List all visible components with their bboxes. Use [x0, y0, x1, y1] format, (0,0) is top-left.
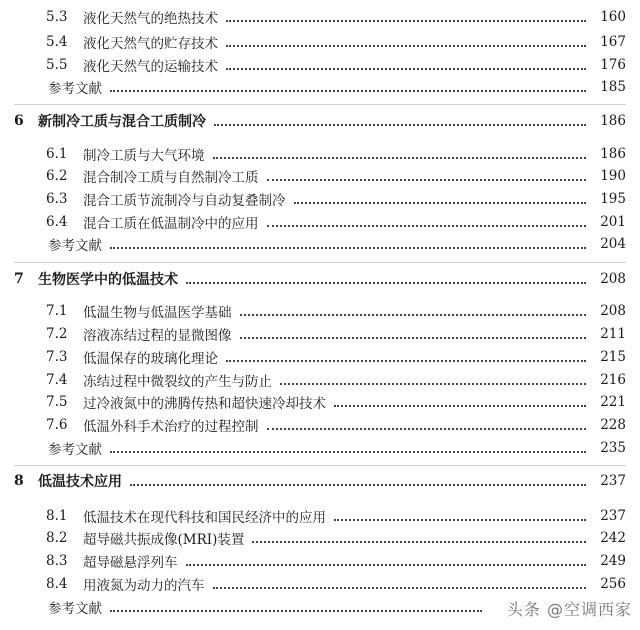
chapter-title: 生物医学中的低温技术 [38, 272, 178, 288]
section-number: 7.4 [46, 372, 68, 388]
section-number: 6.3 [46, 191, 68, 207]
section-number: 7.1 [46, 303, 68, 319]
dot-leader [186, 564, 587, 566]
section-title: 液化天然气的绝热技术 [83, 11, 218, 27]
toc-entry [46, 323, 626, 345]
section-number: 6.4 [46, 214, 68, 230]
page-number: 237 [600, 473, 626, 489]
section-title: 低温生物与低温医学基础 [83, 305, 232, 321]
chapter-number: 7 [14, 271, 24, 287]
chapter-title: 低温技术应用 [38, 474, 122, 490]
toc-entry [46, 573, 626, 595]
chapter-number: 6 [14, 113, 24, 129]
toc-references [48, 437, 626, 459]
page-number: 167 [600, 34, 626, 50]
section-number: 7.2 [46, 326, 68, 342]
divider [14, 262, 626, 263]
dot-leader [110, 247, 586, 249]
toc-entry [46, 188, 626, 210]
page-number: 235 [600, 440, 626, 456]
toc-entry [46, 505, 626, 527]
toc-references [48, 596, 490, 618]
section-title: 过冷液氮中的沸腾传热和超快速冷却技术 [83, 396, 326, 412]
toc-entry [46, 143, 626, 165]
toc-entry [46, 6, 626, 28]
chapter-heading [14, 470, 626, 492]
page-number: 160 [600, 9, 626, 25]
section-number: 8.2 [46, 530, 68, 546]
page-number: 208 [600, 303, 626, 319]
toc-entry [46, 391, 626, 413]
dot-leader [280, 383, 586, 385]
page-number: 176 [600, 57, 626, 73]
dot-leader [334, 405, 586, 407]
section-number: 6.1 [46, 146, 68, 162]
page-number: 195 [600, 191, 626, 207]
dot-leader [267, 179, 587, 181]
chapter-number: 8 [14, 473, 24, 489]
dot-leader [110, 610, 482, 612]
chapter-heading [14, 110, 626, 132]
section-number: 5.4 [46, 34, 68, 50]
dot-leader [110, 90, 586, 92]
page-number: 190 [600, 168, 626, 184]
dot-leader [186, 282, 586, 284]
toc-references [48, 233, 626, 255]
chapter-heading [14, 268, 626, 290]
section-title: 超导磁共振成像(MRI)装置 [83, 532, 245, 548]
dot-leader [226, 68, 586, 70]
dot-leader [130, 484, 586, 486]
section-title: 混合工质节流制冷与自动复叠制冷 [83, 193, 286, 209]
dot-leader [294, 202, 587, 204]
page-number: 211 [600, 326, 626, 342]
section-title: 制冷工质与大气环境 [83, 148, 205, 164]
section-number: 8.1 [46, 508, 68, 524]
divider [14, 465, 626, 466]
dot-leader [226, 360, 586, 362]
page-number: 216 [600, 372, 626, 388]
page-number: 201 [600, 214, 626, 230]
dot-leader [226, 45, 586, 47]
dot-leader [214, 124, 586, 126]
page-number: 242 [600, 530, 626, 546]
page-number: 186 [600, 113, 626, 129]
section-number: 7.5 [46, 394, 68, 410]
section-number: 5.3 [46, 9, 68, 25]
toc-references [48, 76, 626, 98]
page-number: 186 [600, 146, 626, 162]
page-number: 228 [600, 417, 626, 433]
page-number: 208 [600, 271, 626, 287]
section-title: 低温保存的玻璃化理论 [83, 351, 218, 367]
section-title: 参考文献 [48, 442, 102, 458]
watermark: 头条 @空调西家 [506, 600, 632, 619]
section-title: 低温技术在现代科技和国民经济中的应用 [83, 510, 326, 526]
section-number: 8.4 [46, 576, 68, 592]
dot-leader [240, 337, 587, 339]
page-number: 221 [600, 394, 626, 410]
section-title: 参考文献 [48, 81, 102, 97]
toc-entry [46, 346, 626, 368]
page-number: 249 [600, 553, 626, 569]
section-title: 液化天然气的贮存技术 [83, 36, 218, 52]
section-title: 液化天然气的运输技术 [83, 59, 218, 75]
section-title: 参考文献 [48, 238, 102, 254]
section-title: 混合制冷工质与自然制冷工质 [83, 170, 259, 186]
divider [14, 104, 626, 105]
toc-entry [46, 165, 626, 187]
dot-leader [240, 314, 587, 316]
dot-leader [110, 451, 586, 453]
page-number: 215 [600, 349, 626, 365]
section-number: 5.5 [46, 57, 68, 73]
toc-entry [46, 414, 626, 436]
dot-leader [267, 428, 587, 430]
toc-entry [46, 550, 626, 572]
toc-entry [46, 31, 626, 53]
page-number: 237 [600, 508, 626, 524]
toc-entry [46, 527, 626, 549]
chapter-title: 新制冷工质与混合工质制冷 [38, 114, 206, 130]
dot-leader [226, 20, 586, 22]
section-number: 6.2 [46, 168, 68, 184]
page-number: 185 [600, 79, 626, 95]
section-number: 8.3 [46, 553, 68, 569]
section-title: 低温外科手术治疗的过程控制 [83, 419, 259, 435]
section-number: 7.3 [46, 349, 68, 365]
dot-leader [213, 587, 587, 589]
dot-leader [252, 541, 586, 543]
dot-leader [267, 225, 587, 227]
toc-entry [46, 211, 626, 233]
section-title: 用液氮为动力的汽车 [83, 578, 205, 594]
section-title: 冻结过程中微裂纹的产生与防止 [83, 374, 272, 390]
dot-leader [334, 519, 586, 521]
section-title: 超导磁悬浮列车 [83, 555, 178, 571]
page-number: 204 [600, 236, 626, 252]
dot-leader [213, 157, 587, 159]
toc-entry [46, 369, 626, 391]
section-title: 溶液冻结过程的显微图像 [83, 328, 232, 344]
section-title: 混合工质在低温制冷中的应用 [83, 216, 259, 232]
toc-entry [46, 300, 626, 322]
toc-entry [46, 54, 626, 76]
page-number: 256 [600, 576, 626, 592]
section-number: 7.6 [46, 417, 68, 433]
section-title: 参考文献 [48, 601, 102, 617]
